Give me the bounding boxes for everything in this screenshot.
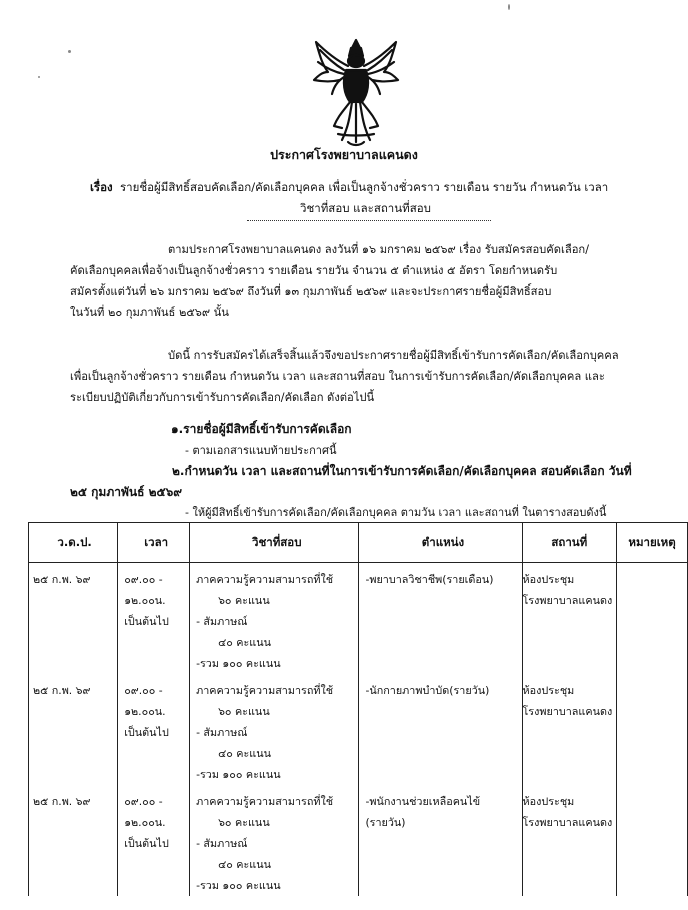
section-1-item: - ตามเอกสารแนบท้ายประกาศนี้ [185, 444, 337, 457]
cell-place [522, 785, 617, 896]
cell-position [359, 563, 522, 675]
subject-text: ๔๐ คะแนน [218, 747, 272, 760]
header-place: สถานที่ [522, 523, 617, 563]
subject-text: - สัมภาษณ์ [196, 615, 248, 628]
cell-position [359, 674, 522, 785]
subject-text: ภาคความรู้ความสามารถที่ใช้ [196, 795, 334, 808]
subject-text: ๖๐ คะแนน [218, 705, 270, 718]
table-row [29, 785, 688, 896]
section-1-heading: ๑.รายชื่อผู้มีสิทธิ์เข้ารับการคัดเลือก [171, 422, 352, 436]
section-2-item: - ให้ผู้มีสิทธิ์เข้ารับการคัดเลือก/คัดเลือกบุคคล ตามวัน เวลา และสถานที่ ในตารางสอบดังนี้ [185, 506, 607, 519]
subject-text: -รวม ๑๐๐ คะแนน [196, 657, 281, 670]
subject-text: -รวม ๑๐๐ คะแนน [196, 879, 281, 892]
date-text: ๒๕ ก.พ. ๖๙ [33, 795, 91, 808]
section-2-heading [70, 461, 670, 503]
position-text: -พยาบาลวิชาชีพ(รายเดือน) [365, 573, 494, 586]
dotted-divider [247, 220, 491, 221]
date-text: ๒๕ ก.พ. ๖๙ [33, 573, 91, 586]
cell-subject [190, 674, 359, 785]
subject-text: ภาคความรู้ความสามารถที่ใช้ [196, 684, 334, 697]
cell-time [118, 785, 190, 896]
subject-text: ๖๐ คะแนน [218, 594, 270, 607]
scan-speck [38, 76, 40, 78]
position-text: -นักกายภาพบำบัด(รายวัน) [365, 684, 490, 697]
subject-text: ๔๐ คะแนน [218, 636, 272, 649]
cell-position [359, 785, 522, 896]
header-position: ตำแหน่ง [359, 523, 522, 563]
time-text: ๑๒.๐๐น. [124, 705, 166, 718]
place-text: โรงพยาบาลแคนดง [522, 594, 613, 607]
header-date: ว.ด.ป. [29, 523, 118, 563]
time-text: เป็นต้นไป [124, 726, 169, 739]
header-note: หมายเหตุ [617, 523, 688, 563]
subject-text: ภาคความรู้ความสามารถที่ใช้ [196, 573, 334, 586]
time-text: ๑๒.๐๐น. [124, 816, 166, 829]
header-subject: วิชาที่สอบ [190, 523, 359, 563]
subject-text: - สัมภาษณ์ [196, 837, 248, 850]
time-text: ๑๒.๐๐น. [124, 594, 166, 607]
section-2-heading-line-2: ๒๕ กุมภาพันธ์ ๒๕๖๙ [70, 485, 183, 499]
subject-text: -รวม ๑๐๐ คะแนน [196, 768, 281, 781]
paragraph-1 [70, 239, 656, 323]
position-text: (รายวัน) [365, 816, 406, 829]
time-text: ๐๙.๐๐ - [124, 684, 163, 697]
subject-text: ๖๐ คะแนน [218, 816, 270, 829]
cell-place [522, 674, 617, 785]
paragraph-1-line: ในวันที่ ๒๐ กุมภาพันธ์ ๒๕๖๙ นั้น [70, 306, 229, 319]
cell-place [522, 563, 617, 675]
scan-speck [68, 50, 71, 53]
cell-subject [190, 785, 359, 896]
place-text: โรงพยาบาลแคนดง [522, 705, 613, 718]
paragraph-2 [70, 345, 656, 408]
cell-note [617, 563, 688, 675]
subject-text: - สัมภาษณ์ [196, 726, 248, 739]
subject-block [90, 177, 650, 219]
cell-date [29, 563, 118, 675]
paragraph-2-line: เพื่อเป็นลูกจ้างชั่วคราว รายเดือน กำหนดวัน เวลา และสถานที่สอบ ในการเข้ารับการคัดเลือก/คัดเลือกบุคคล และ [70, 370, 605, 383]
cell-date [29, 785, 118, 896]
cell-date [29, 674, 118, 785]
header-time: เวลา [118, 523, 190, 563]
section-2-heading-line-1: ๒.กำหนดวัน เวลา และสถานที่ในการเข้ารับการคัดเลือก/คัดเลือกบุคคล สอบคัดเลือก วันที่ [172, 464, 632, 478]
time-text: ๐๙.๐๐ - [124, 795, 163, 808]
paragraph-1-line: สมัครตั้งแต่วันที่ ๒๖ มกราคม ๒๕๖๙ ถึงวันที่ ๑๓ กุมภาพันธ์ ๒๕๖๙ และจะประกาศรายชื่อผู้มีสิทธิ์สอบ [70, 285, 552, 298]
date-text: ๒๕ ก.พ. ๖๙ [33, 684, 91, 697]
paragraph-1-line: คัดเลือกบุคคลเพื่อจ้างเป็นลูกจ้างชั่วคราว รายเดือน รายวัน จำนวน ๕ ตำแหน่ง ๕ อัตรา โดยกำหนดรับ [70, 264, 558, 277]
paragraph-1-line: ตามประกาศโรงพยาบาลแคนดง ลงวันที่ ๑๖ มกราคม ๒๕๖๙ เรื่อง รับสมัครสอบคัดเลือก/ [168, 243, 589, 256]
exam-schedule-table [28, 522, 688, 896]
table-header-row [29, 523, 688, 563]
announcement-title: ประกาศโรงพยาบาลแคนดง [270, 147, 418, 162]
table-row [29, 674, 688, 785]
time-text: เป็นต้นไป [124, 837, 169, 850]
subject-line-1: รายชื่อผู้มีสิทธิ์สอบคัดเลือก/คัดเลือกบุคคล เพื่อเป็นลูกจ้างชั่วคราว รายเดือน รายวัน กำหนดวัน เวลา [119, 180, 609, 194]
table-row [29, 563, 688, 675]
place-text: ห้องประชุม [522, 573, 575, 586]
scan-speck [508, 4, 510, 10]
garuda-emblem-icon [308, 36, 404, 148]
subject-text: ๔๐ คะแนน [218, 858, 272, 871]
paragraph-2-line: ระเบียบปฏิบัติเกี่ยวกับการเข้ารับการคัดเลือก/คัดเลือก ดังต่อไปนี้ [70, 391, 375, 404]
cell-note [617, 785, 688, 896]
paragraph-2-line: บัดนี้ การรับสมัครได้เสร็จสิ้นแล้วจึงขอประกาศรายชื่อผู้มีสิทธิ์เข้ารับการคัดเลือก/คัดเลือกบุคคล [168, 349, 619, 362]
place-text: โรงพยาบาลแคนดง [522, 816, 613, 829]
subject-label: เรื่อง [90, 180, 113, 194]
cell-time [118, 674, 190, 785]
position-text: -พนักงานช่วยเหลือคนไข้ [365, 795, 481, 808]
subject-line-2: วิชาที่สอบ และสถานที่สอบ [300, 201, 431, 215]
place-text: ห้องประชุม [522, 795, 575, 808]
time-text: ๐๙.๐๐ - [124, 573, 163, 586]
cell-note [617, 674, 688, 785]
cell-time [118, 563, 190, 675]
time-text: เป็นต้นไป [124, 615, 169, 628]
cell-subject [190, 563, 359, 675]
place-text: ห้องประชุม [522, 684, 575, 697]
